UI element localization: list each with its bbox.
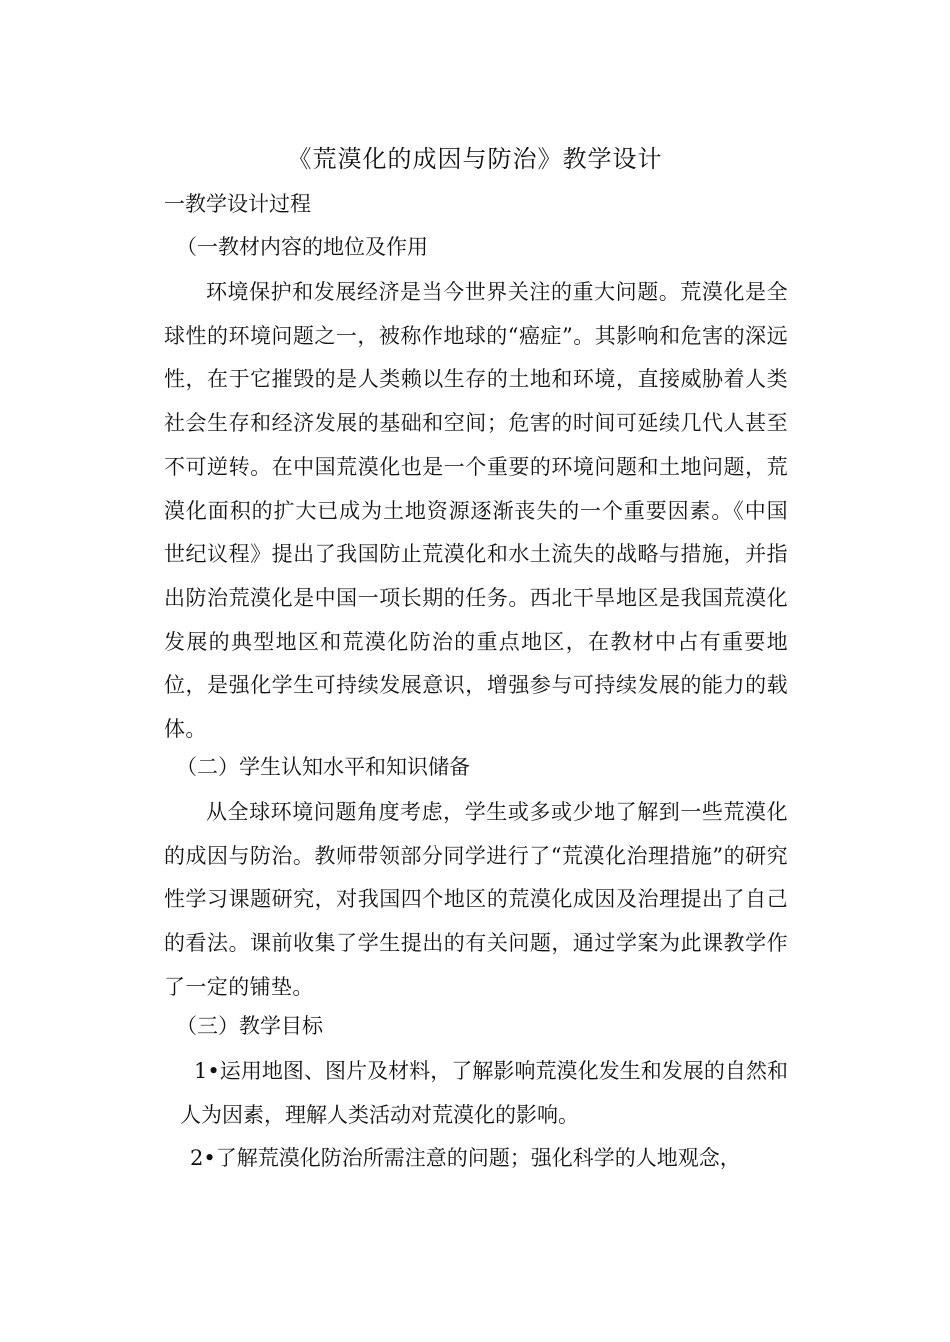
subsection-heading-2: （二）学生认知水平和知识储备 — [176, 755, 470, 779]
paragraph-2: 从全球环境问题角度考虑，学生或多或少地了解到一些荒漠化的成因与防治。教师带领部分同学进行了“荒漠化治理措施”的研究性学习课题研究，对我国四个地区的荒漠化成因及治理提出了自己的看法。课前收集了学生提出的有关问题，通过学案为此课教学作了一定的铺垫。 — [164, 800, 788, 999]
goal-number: 2• — [190, 1146, 216, 1170]
goal-item-1 — [180, 1050, 788, 1137]
paragraph-1: 环境保护和发展经济是当今世界关注的重大问题。荒漠化是全球性的环境问题之一，被称作地球的“癌症”。其影响和危害的深远性，在于它摧毁的是人类赖以生存的土地和环境，直接威胁着人类社会生存和经济发展的基础和空间；危害的时间可延续几代人甚至不可逆转。在中国荒漠化也是一个重要的环境问题和土地问题，荒漠化面积的扩大已成为土地资源逐渐丧失的一个重要因素。《中国世纪议程》提出了我国防止荒漠化和水土流失的战略与措施，并指出防治荒漠化是中国一项长期的任务。西北干旱地区是我国荒漠化发展的典型地区和荒漠化防治的重点地区，在教材中占有重要地位，是强化学生可持续发展意识，增强参与可持续发展的能力的载体。 — [164, 280, 788, 742]
goal-number: 1• — [194, 1059, 220, 1083]
goal-text: 了解荒漠化防治所需注意的问题；强化科学的人地观念， — [215, 1146, 741, 1170]
subsection-heading-1: （一教材内容的地位及作用 — [176, 235, 428, 259]
goal-item-2 — [180, 1137, 788, 1181]
document-title: 《荒漠化的成因与防治》教学设计 — [287, 145, 663, 173]
goal-text: 运用地图、图片及材料，了解影响荒漠化发生和发展的自然和人为因素，理解人类活动对荒漠化的影响。 — [180, 1059, 788, 1127]
subsection-heading-3: （三）教学目标 — [176, 1014, 323, 1038]
section-heading: 一教学设计过程 — [164, 192, 311, 216]
